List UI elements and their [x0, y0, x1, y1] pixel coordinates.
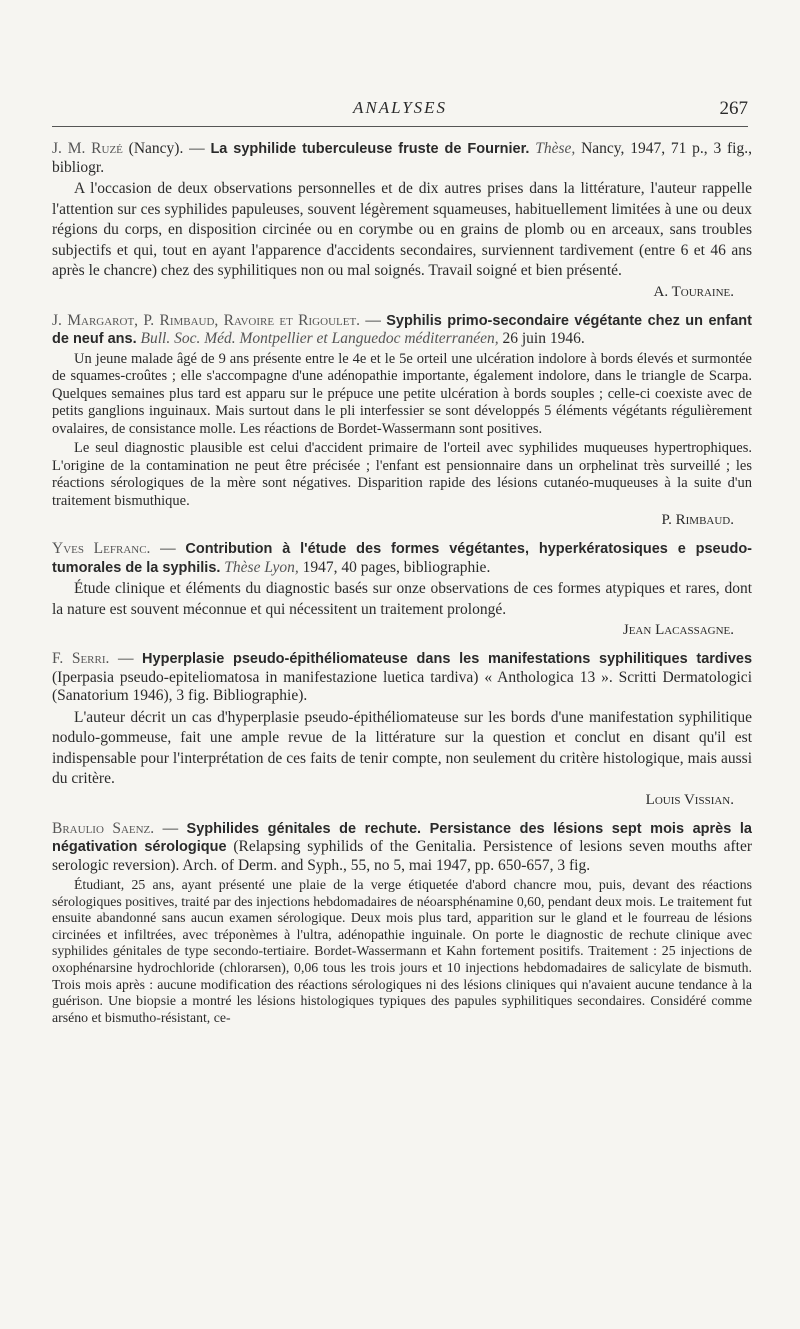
article-title: Contribution à l'étude des formes végétantes, hyperkératosiques e pseudo-tumorales de la syphilis. [52, 541, 753, 576]
abstract-entry-margarot [52, 312, 752, 530]
citation [52, 312, 752, 349]
location: (Nancy). — [122, 140, 211, 157]
authors: J. Margarot, P. Rimbaud, Ravoire et Rigoulet. [52, 311, 361, 329]
citation-details: Nancy, 1947, 71 p., 3 fig., bibliogr. [52, 140, 752, 176]
location: — [360, 311, 387, 329]
location: — [109, 650, 143, 667]
article-title: Syphilides génitales de rechute. Persistance des lésions sept mois après la négativation sérologique [52, 820, 752, 855]
abstract-entry-lefranc [52, 540, 752, 639]
source: Bull. Soc. Méd. Montpellier et Languedoc méditerranéen, [136, 330, 499, 347]
authors: F. Serri. [52, 650, 110, 667]
authors: Yves Lefranc. [52, 540, 151, 557]
abstract-paragraph: Un jeune malade âgé de 9 ans présente entre le 4e et le 5e orteil une ulcération indolore à bords élevés et surmontée de squames-croûtes ; elle s'accompagne d'une adénopathie importante, également indolore, dans le triangle de Scarpa. Quelques semaines plus tard est apparu sur le prépuce une petite ulcération à bords souples ; celle-ci coexiste avec de petits ganglions inguinaux. Mais surtout dans le pli interfessier se sont développés 5 éléments végétants régulièrement ovalaires, de consistance molle. Les réactions de Bordet-Wassermann sont positives. [52, 350, 752, 437]
article-title: Hyperplasie pseudo-épithéliomateuse dans les manifestations syphilitiques tardives [142, 651, 753, 667]
source: Thèse Lyon, [220, 558, 299, 576]
citation [52, 540, 752, 577]
authors: J. M. Ruzé [52, 140, 123, 157]
source: Thèse, [529, 140, 576, 157]
article-title: La syphilide tuberculeuse fruste de Fournier. [210, 141, 530, 157]
abstract-entry-serri [52, 650, 752, 809]
running-title: ANALYSES [352, 98, 448, 117]
abstracts-column [52, 140, 752, 1037]
abstract-paragraph: L'auteur décrit un cas d'hyperplasie pseudo-épithéliomateuse sur les bords d'une manifestation syphilitique nodulo-gommeuse, fait une ample revue de la littérature sur la question et conclut en disant qu'il est indispensable pour l'interprétation de ces faits de tenir compte, non seulement du critère histologique, mais aussi du critère. [52, 708, 752, 787]
article-title: Syphilis primo-secondaire végétante chez un enfant de neuf ans. [52, 312, 752, 347]
citation [52, 820, 752, 876]
abstract-paragraph: A l'occasion de deux observations personnelles et de dix autres prises dans la littérature, l'auteur rappelle l'attention sur ces syphilides papuleuses, souvent légèrement squameuses, habituellement limitées à une ou deux régions du corps, en disposition circinée ou en corymbe ou en grains de plomb ou en arceaux, sans troubles subjectifs et qui, tout en ayant l'apparence d'accidents secondaires, surviennent tardivement (entre 6 et 46 ans après le chancre) chez des syphilitiques non ou mal soignés. Travail soigné et bien présenté. [52, 180, 752, 279]
reviewer-signature: P. Rimbaud. [661, 512, 734, 528]
page-header [52, 96, 748, 127]
location: — [154, 819, 187, 837]
citation-details: (Relapsing syphilids of the Genitalia. Persistence of lesions seven mouths after serologic reversion). Arch. of Derm. and Syph., 55, no 5, mai 1947, pp. 650-657, 3 fig. [52, 838, 752, 874]
authors: Braulio Saenz. [52, 819, 155, 837]
abstract-paragraph: Le seul diagnostic plausible est celui d'accident primaire de l'orteil avec syphilides muqueuses hypertrophiques. L'origine de la contamination ne peut être précisée ; l'enfant est pensionnaire dans un orphelinat très surveillé ; les réactions sérologiques de la mère sont négatives. Disparition rapide des lésions cutanéo-muqueuses à la suite d'un traitement bismuthique. [52, 440, 752, 509]
abstract-paragraph: Étude clinique et éléments du diagnostic basés sur onze observations de ces formes atypiques et rares, dont la nature est souvent méconnue et qui nécessitent un traitement prolongé. [52, 580, 752, 618]
citation-details: (Iperpasia pseudo-epiteliomatosa in manifestazione luetica tardiva) « Anthologica 13 ». Scritti Dermatologici (Sanatorium 1946), 3 fig. Bibliographie). [52, 668, 752, 704]
citation [52, 140, 752, 177]
abstract-paragraph: Étudiant, 25 ans, ayant présenté une plaie de la verge étiquetée d'abord chancre mou, puis, devant des réactions sérologiques positives, traité par des injections hebdomadaires de néoarsphénamine 0,60, pendant deux mois. Le traitement fut ensuite abandonné sans aucun examen sérologique. Deux mois plus tard, apparition sur le gland et le fourreau de lésions circinées et infiltrées, avec tréponèmes à l'ultra, adénopathie inguinale. On porte le diagnostic de rechute clinique avec syphilides génitales de type secondo-tertiaire. Bordet-Wassermann et Kahn fortement positifs. Traitement : 25 injections de oxophénarsine hydrochloride (chlorarsen), 0,06 tous les trois jours et 10 injections hebdomadaires de salicylate de bismuth. Trois mois après : aucune modification des réactions sérologiques ni des lésions cliniques qui n'avaient aucune tendance à la guérison. Une biopsie a montré les lésions histologiques typiques des papules syphilitiques secondaires. Considéré comme arséno et bismutho-résistant, ce- [52, 877, 752, 1025]
abstract-entry-ruze [52, 140, 752, 301]
reviewer-signature: A. Touraine. [653, 283, 734, 300]
citation [52, 650, 752, 706]
reviewer-signature: Louis Vissian. [645, 791, 734, 808]
citation-details: 26 juin 1946. [498, 330, 585, 347]
abstract-entry-saenz [52, 820, 752, 1027]
citation-details: 1947, 40 pages, bibliographie. [298, 558, 491, 576]
location: — [150, 540, 186, 557]
page-number: 267 [719, 98, 748, 119]
reviewer-signature: Jean Lacassagne. [622, 622, 734, 638]
